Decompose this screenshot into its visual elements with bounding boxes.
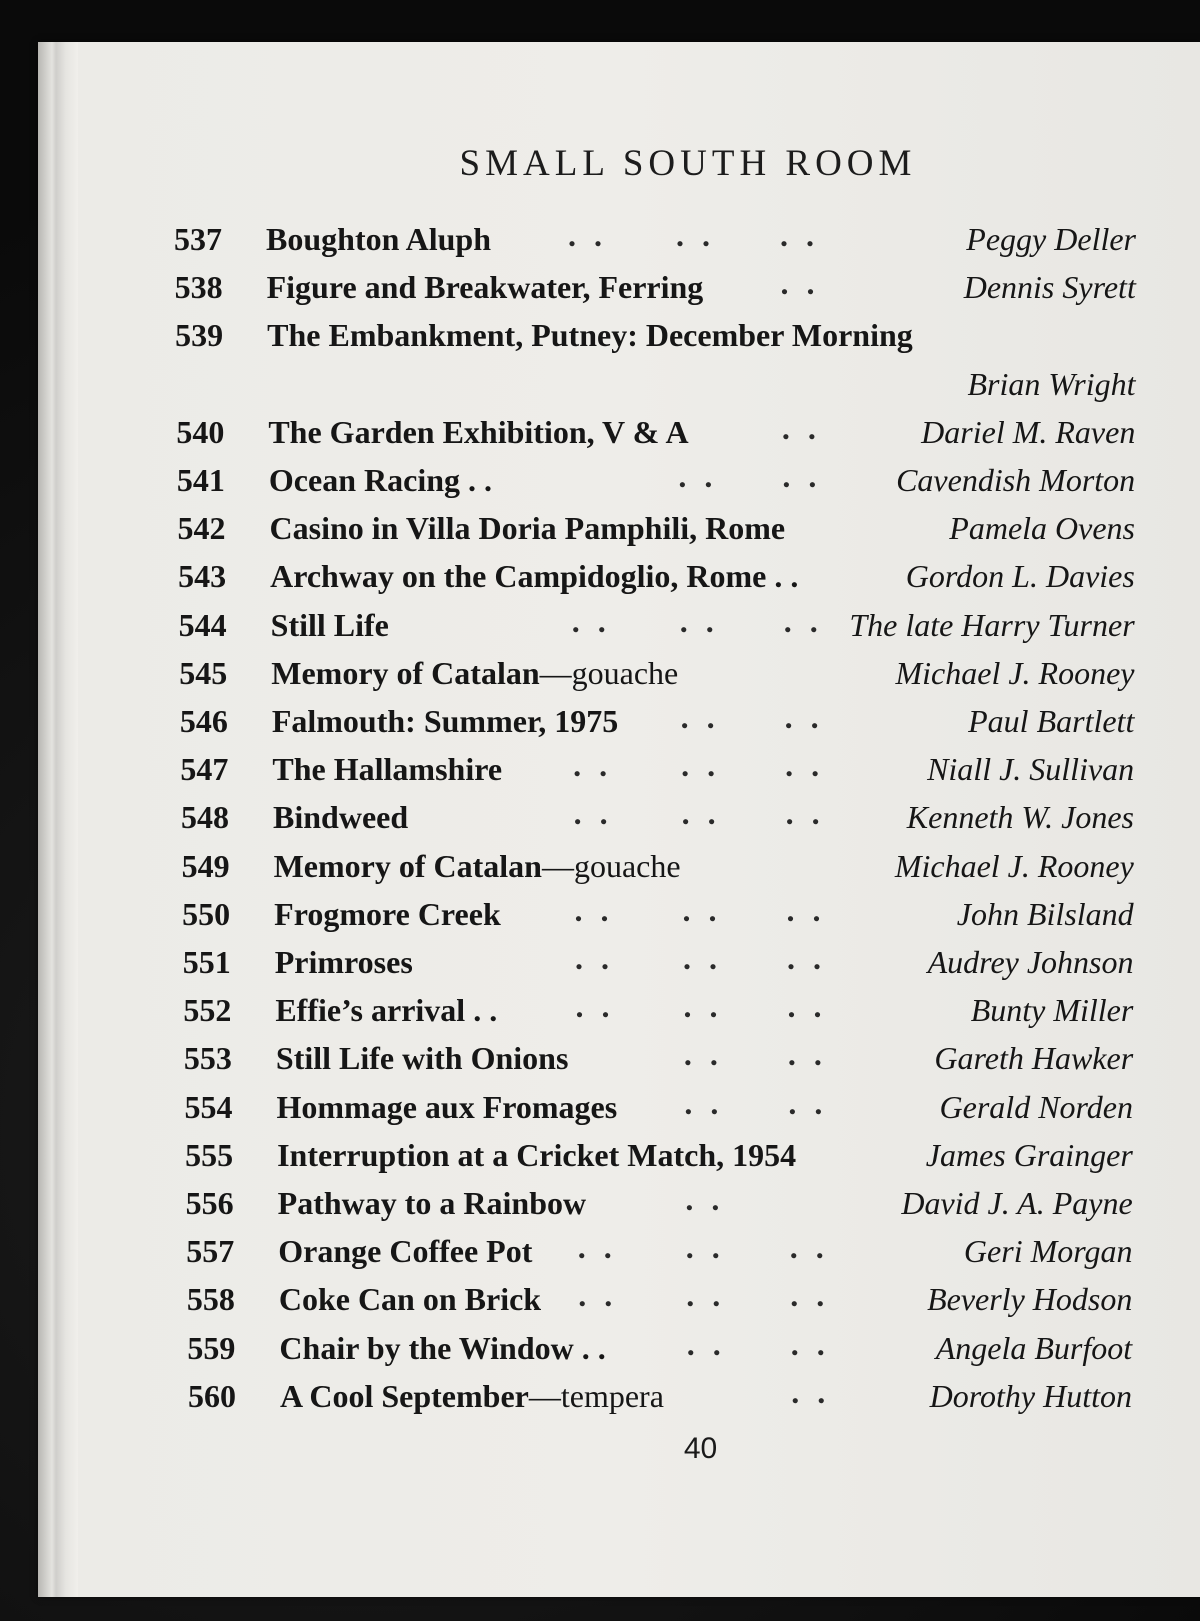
entry-title	[271, 650, 678, 696]
entry-number: 556	[185, 1185, 234, 1221]
entry-title-text: Bindweed	[273, 799, 409, 836]
leader-dots: . .	[681, 795, 721, 832]
entry-title-text: Falmouth: Summer, 1975	[271, 703, 619, 739]
entry-title	[279, 1276, 541, 1322]
entry-title-text: Memory of Catalan	[271, 654, 540, 691]
entry-title	[269, 457, 492, 503]
catalogue-entry	[176, 409, 1135, 455]
leader-dots: . .	[780, 217, 819, 253]
entry-number: 560	[188, 1377, 236, 1414]
entry-number: 545	[179, 654, 228, 691]
entry-number: 557	[186, 1233, 235, 1270]
entry-title	[279, 1325, 605, 1371]
entry-medium: —tempera	[528, 1377, 664, 1414]
leader-dots: . .	[683, 988, 723, 1025]
leader-dots: . .	[791, 1373, 831, 1410]
entry-number: 549	[181, 847, 230, 884]
entry-title	[274, 843, 681, 889]
entry-artist: Michael J. Rooney	[895, 654, 1135, 691]
entry-artist: Angela Burfoot	[935, 1329, 1133, 1366]
entry-number: 548	[181, 799, 229, 836]
entry-artist: Beverly Hodson	[927, 1281, 1133, 1318]
entry-number: 553	[183, 1040, 232, 1077]
entry-title-text: Archway on the Campidoglio, Rome . .	[270, 558, 799, 595]
entry-title-text: Pathway to a Rainbow	[277, 1185, 587, 1221]
entry-artist: Dennis Syrett	[963, 269, 1136, 306]
entry-artist: Brian Wright	[967, 365, 1136, 402]
entry-title	[275, 987, 497, 1033]
catalogue-entry	[180, 746, 1134, 792]
entry-artist: Geri Morgan	[963, 1233, 1133, 1270]
leader-dots: . .	[783, 602, 823, 639]
catalogue-entry	[182, 891, 1134, 937]
catalogue-entry	[188, 1373, 1132, 1419]
leader-dots: . .	[789, 1229, 829, 1266]
leader-dots: . .	[780, 265, 820, 302]
leader-dots: . .	[781, 409, 821, 446]
leader-dots: . .	[682, 891, 722, 928]
entry-artist: Peggy Deller	[966, 221, 1136, 257]
entry-title	[275, 939, 413, 985]
entry-title	[276, 1035, 569, 1081]
catalogue-entry	[176, 361, 1136, 407]
catalogue-entry	[187, 1325, 1132, 1371]
entry-title-text: Chair by the Window . .	[279, 1329, 606, 1366]
entry-title-text: Hommage aux Fromages	[276, 1088, 618, 1125]
catalogue-entry	[187, 1276, 1133, 1322]
catalogue-entry	[185, 1084, 1134, 1130]
leader-dots: . .	[790, 1325, 830, 1362]
entry-number: 552	[183, 992, 232, 1029]
entry-title-text: Effie’s arrival . .	[275, 992, 498, 1029]
entry-number: 542	[177, 510, 226, 547]
catalogue-entry	[182, 843, 1134, 889]
entry-title-text: Ocean Racing . .	[268, 462, 492, 498]
entry-artist: The late Harry Turner	[849, 606, 1135, 643]
leader-dots: . .	[573, 747, 613, 784]
catalogue-entry	[177, 457, 1135, 503]
entry-artist: Paul Bartlett	[968, 703, 1135, 739]
entry-title	[267, 264, 704, 310]
entry-artist: Bunty Miller	[970, 992, 1134, 1029]
entry-title	[272, 746, 502, 792]
entry-title-text: Coke Can on Brick	[278, 1281, 542, 1318]
leader-dots: . .	[685, 1229, 725, 1266]
entry-title	[274, 891, 501, 937]
catalogue-entry	[183, 987, 1133, 1033]
catalogue-entry	[174, 216, 1136, 262]
leader-dots: . .	[571, 602, 611, 639]
entry-title-text: Boughton Aluph	[266, 221, 492, 257]
leader-dots: . .	[685, 1181, 725, 1217]
page-heading: SMALL SOUTH ROOM	[459, 143, 917, 184]
leader-dots: . .	[787, 1036, 827, 1073]
entry-artist: Niall J. Sullivan	[927, 751, 1135, 788]
leader-dots: . .	[681, 747, 721, 784]
leader-dots: . .	[678, 458, 718, 494]
leader-dots: . .	[578, 1277, 618, 1314]
entry-medium: —gouache	[541, 847, 681, 884]
catalogue-entry	[179, 602, 1135, 648]
leader-dots: . .	[684, 1084, 724, 1121]
entry-title	[267, 312, 913, 358]
entry-title-text: The Embankment, Putney: December Morning	[267, 317, 913, 354]
entry-number: 541	[176, 462, 225, 498]
leader-dots: . .	[787, 940, 826, 976]
entry-title	[270, 553, 798, 599]
catalogue-entry	[186, 1180, 1133, 1226]
leader-dots: . .	[782, 458, 822, 494]
leader-dots: . .	[568, 217, 607, 253]
entry-artist: Dariel M. Raven	[921, 413, 1136, 450]
leader-dots: . .	[788, 1084, 828, 1121]
entry-artist: Gareth Hawker	[934, 1040, 1134, 1077]
leader-dots: . .	[573, 795, 613, 832]
catalogue-entry	[179, 650, 1134, 696]
leader-dots: . .	[676, 217, 715, 253]
entry-title	[277, 1084, 618, 1130]
leader-dots: . .	[575, 940, 614, 976]
entry-number: 540	[176, 413, 225, 450]
leader-dots: . .	[785, 747, 825, 784]
catalogue-entry	[175, 264, 1136, 310]
page-number: 40	[683, 1432, 718, 1465]
entry-number: 544	[178, 606, 227, 643]
catalogue-entry	[186, 1228, 1132, 1274]
leader-dots: . .	[679, 602, 719, 639]
leader-dots: . .	[787, 988, 827, 1025]
entry-number: 546	[179, 703, 228, 739]
entry-title	[280, 1373, 664, 1419]
catalogue-entry	[175, 312, 1136, 358]
entry-title-text: Still Life	[270, 606, 389, 643]
entry-number: 555	[185, 1136, 234, 1173]
leader-dots: . .	[785, 795, 825, 832]
entry-artist: Dorothy Hutton	[929, 1377, 1132, 1414]
catalogue-entry	[183, 939, 1134, 985]
entry-artist: James Grainger	[925, 1136, 1133, 1173]
entry-title-text: A Cool September	[280, 1377, 529, 1414]
entry-artist: Pamela Ovens	[949, 510, 1135, 547]
catalogue-entry	[180, 698, 1135, 744]
catalogue-entry	[184, 1035, 1133, 1081]
entry-title	[278, 1228, 532, 1274]
leader-dots: . .	[786, 891, 826, 928]
entry-title-text: Interruption at a Cricket Match, 1954	[277, 1136, 797, 1173]
entry-title-text: Primroses	[274, 944, 413, 980]
entry-title-text: Figure and Breakwater, Ferring	[266, 269, 704, 306]
leader-dots: . .	[790, 1277, 830, 1314]
entry-title-text: Still Life with Onions	[275, 1040, 569, 1077]
entry-artist: Audrey Johnson	[927, 944, 1134, 980]
entry-number: 543	[178, 558, 227, 595]
catalogue-page	[38, 42, 1200, 1597]
leader-dots: . .	[683, 1036, 723, 1073]
entry-title	[278, 1180, 586, 1226]
entry-title	[273, 794, 408, 840]
entry-number: 558	[186, 1281, 235, 1318]
catalogue-entry	[185, 1132, 1133, 1178]
entry-artist: Gerald Norden	[939, 1088, 1133, 1125]
entry-artist: Michael J. Rooney	[894, 847, 1134, 884]
entry-title	[268, 409, 688, 455]
entry-number: 550	[182, 895, 231, 932]
entry-title	[266, 216, 491, 262]
entry-title-text: Casino in Villa Doria Pamphili, Rome	[269, 510, 786, 547]
entry-number: 554	[184, 1088, 233, 1125]
entry-title-text: The Garden Exhibition, V & A	[268, 413, 689, 450]
entry-number: 551	[182, 944, 231, 980]
catalogue-list	[38, 42, 1200, 1597]
leader-dots: . .	[686, 1325, 726, 1362]
entry-artist: John Bilsland	[956, 895, 1134, 932]
leader-dots: . .	[577, 1229, 617, 1266]
catalogue-entry	[178, 505, 1136, 551]
entry-artist: Kenneth W. Jones	[906, 799, 1134, 836]
entry-title-text: Orange Coffee Pot	[278, 1233, 533, 1270]
entry-artist: David J. A. Payne	[901, 1185, 1133, 1221]
entry-number: 559	[187, 1329, 236, 1366]
entry-title	[272, 698, 618, 744]
leader-dots: . .	[784, 699, 824, 735]
entry-title	[277, 1132, 796, 1178]
leader-dots: . .	[574, 891, 614, 928]
leader-dots: . .	[575, 988, 615, 1025]
catalogue-entry	[181, 794, 1134, 840]
entry-title	[271, 602, 389, 648]
entry-title-text: The Hallamshire	[272, 751, 503, 788]
entry-number: 539	[175, 317, 224, 354]
entry-number: 547	[180, 751, 229, 788]
leader-dots: . .	[680, 699, 720, 735]
entry-title	[270, 505, 786, 551]
catalogue-entry	[178, 553, 1135, 599]
entry-title-text: Memory of Catalan	[273, 847, 542, 884]
leader-dots: . .	[686, 1277, 726, 1314]
entry-number: 537	[174, 221, 222, 257]
entry-artist: Gordon L. Davies	[905, 558, 1135, 595]
entry-title-text: Frogmore Creek	[274, 895, 501, 932]
entry-artist: Cavendish Morton	[896, 462, 1136, 498]
entry-number: 538	[174, 269, 223, 306]
leader-dots: . .	[683, 940, 722, 976]
entry-medium: —gouache	[539, 654, 679, 691]
